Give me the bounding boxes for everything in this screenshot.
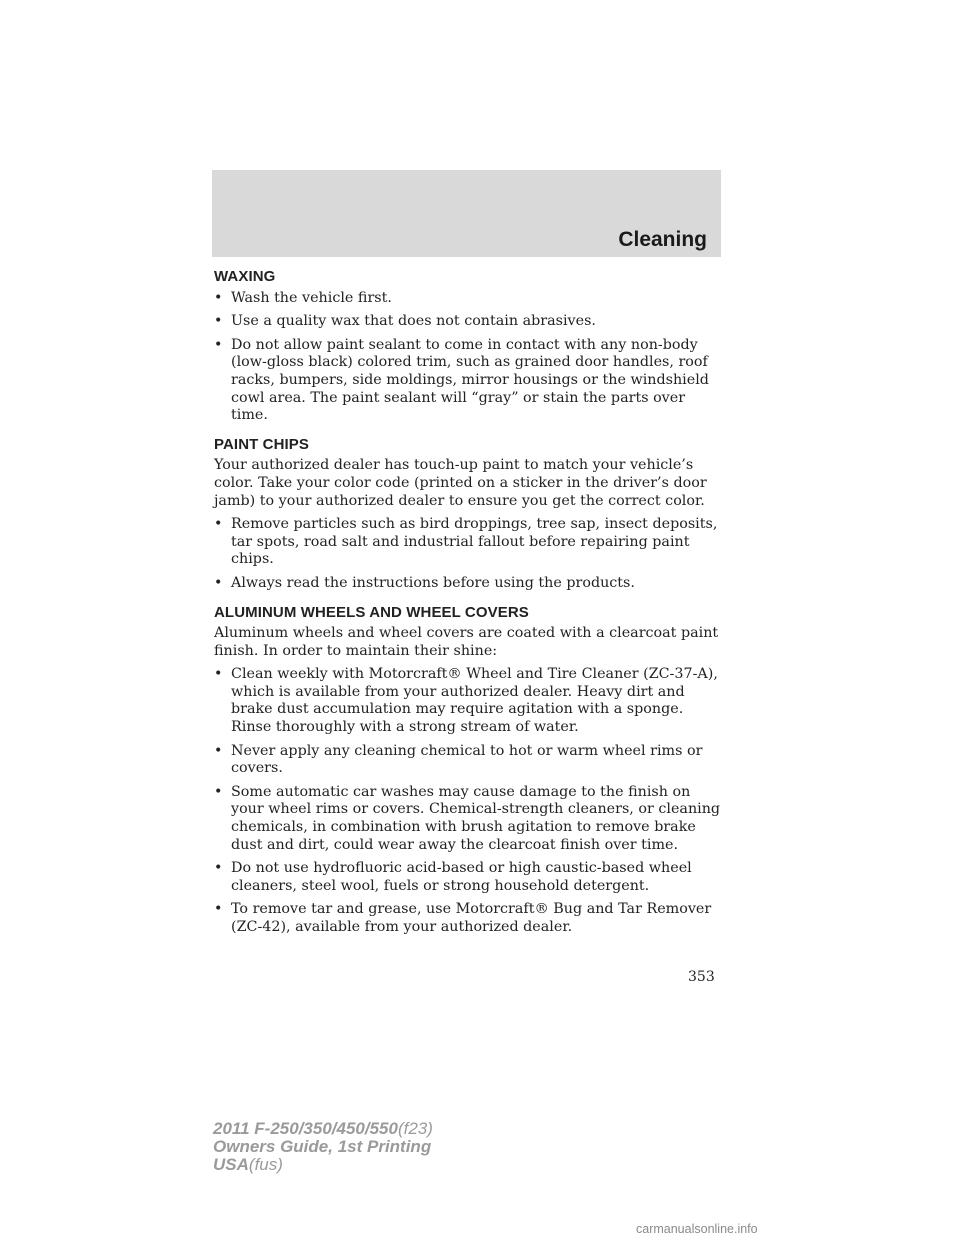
bullet-icon: •	[214, 666, 223, 683]
footer-model: 2011 F-250/350/450/550	[213, 1119, 398, 1138]
section-heading: WAXING	[214, 268, 276, 285]
bullet-icon: •	[214, 574, 223, 591]
list-item	[214, 860, 724, 895]
list-item-text: Never apply any cleaning chemical to hot or warm wheel rims or covers.	[231, 742, 703, 777]
bullet-icon: •	[214, 313, 223, 330]
list-item	[214, 901, 724, 936]
list-item-text: Always read the instructions before using the products.	[231, 574, 635, 591]
list-item	[214, 743, 724, 778]
list-item-text: To remove tar and grease, use Motorcraft® Bug and Tar Remover (ZC-42), available from your authorized dealer.	[231, 901, 712, 935]
section-title: Cleaning	[618, 228, 707, 251]
list-item-text: Wash the vehicle first.	[231, 289, 392, 306]
footer-line-2	[213, 1138, 433, 1156]
list-item-text: Remove particles such as bird droppings, tree sap, insect deposits, tar spots, road salt and industrial fallout before repairing paint chips.	[231, 516, 718, 568]
list-item-text: Do not allow paint sealant to come in contact with any non-body (low-gloss black) colored trim, such as grained door handles, roof racks, bumpers, side moldings, mirror housings or the windshield cowl area. The paint sealant will “gray” or stain the parts over time.	[231, 336, 709, 424]
list-item	[214, 337, 724, 425]
list-item-text: Clean weekly with Motorcraft® Wheel and Tire Cleaner (ZC-37-A), which is available from your authorized dealer. Heavy dirt and brake dust accumulation may require agitation with a sponge. Rinse thoroughly with a strong stream of water.	[231, 666, 718, 736]
watermark-text: carmanualsonline.info	[636, 1222, 758, 1236]
section-heading: ALUMINUM WHEELS AND WHEEL COVERS	[214, 603, 529, 621]
bullet-icon: •	[214, 336, 223, 353]
footer-edition: Owners Guide, 1st Printing	[213, 1137, 432, 1156]
footer-market: USA	[213, 1155, 249, 1174]
body-paragraph: Your authorized dealer has touch-up paint to match your vehicle’s color. Take your color code (printed on a sticker in the driver’s door jamb) to your authorized dealer to ensure you get the correct color.	[214, 457, 707, 509]
list-item	[214, 575, 724, 593]
footer-line-1	[213, 1120, 433, 1138]
section-heading: PAINT CHIPS	[214, 435, 309, 453]
bullet-list	[214, 666, 724, 936]
list-item	[214, 784, 724, 854]
list-item-text: Use a quality wax that does not contain abrasives.	[231, 313, 596, 330]
list-item	[214, 516, 724, 569]
list-item	[214, 666, 724, 736]
list-item-text: Do not use hydrofluoric acid-based or high caustic-based wheel cleaners, steel wool, fuels or strong household detergent.	[231, 860, 692, 894]
page-number: 353	[688, 969, 715, 985]
list-item-text: Some automatic car washes may cause damage to the finish on your wheel rims or covers. Chemical-strength cleaners, or cleaning chemicals, in combination with brush agitation to remove brake dust and dirt, could wear away the clearcoat finish over time.	[231, 783, 721, 853]
bullet-icon: •	[214, 516, 223, 533]
list-item	[214, 313, 724, 331]
bullet-icon: •	[214, 901, 223, 918]
bullet-icon: •	[214, 742, 223, 759]
bullet-list	[214, 290, 724, 425]
document-footer	[213, 1120, 433, 1174]
footer-line-3	[213, 1156, 433, 1174]
list-item	[214, 290, 724, 308]
page-content	[214, 268, 724, 943]
section-header-band	[212, 170, 721, 257]
bullet-icon: •	[214, 860, 223, 877]
bullet-list	[214, 516, 724, 592]
footer-market-code: (fus)	[248, 1155, 283, 1174]
body-paragraph: Aluminum wheels and wheel covers are coated with a clearcoat paint finish. In order to maintain their shine:	[214, 625, 719, 659]
bullet-icon: •	[214, 289, 223, 306]
footer-model-code: (f23)	[397, 1119, 433, 1138]
bullet-icon: •	[214, 783, 223, 800]
